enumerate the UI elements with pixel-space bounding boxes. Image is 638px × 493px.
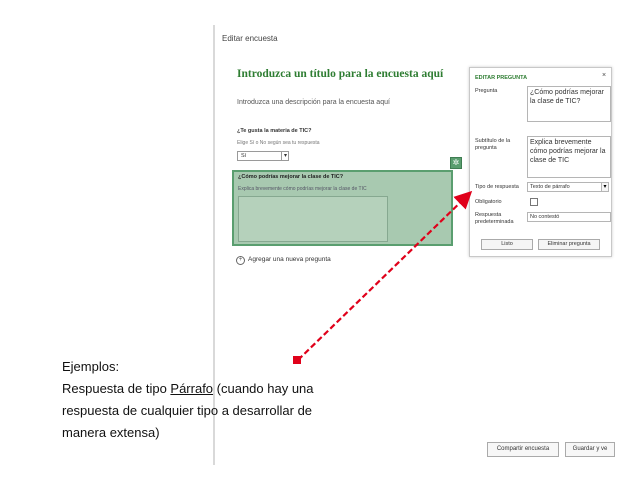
question2-text: ¿Cómo podrías mejorar la clase de TIC? (238, 174, 344, 180)
survey-title-field[interactable]: Introduzca un título para la encuesta aquí (237, 68, 444, 80)
delete-question-button[interactable]: Eliminar pregunta (538, 239, 600, 250)
subtitle-input[interactable]: Explica brevemente cómo podrías mejorar la clase de TIC (527, 136, 611, 178)
question1-text: ¿Te gusta la materia de TIC? (237, 128, 312, 134)
chevron-down-icon[interactable]: ▾ (601, 182, 609, 192)
caption (62, 356, 314, 444)
caption-line4: manera extensa) (62, 425, 160, 440)
question-input[interactable]: ¿Cómo podrías mejorar la clase de TIC? (527, 86, 611, 122)
caption-line2 (62, 378, 314, 400)
caption-line2-prefix: Respuesta de tipo (62, 381, 171, 396)
caption-line3: respuesta de cualquier tipo a desarrollar de (62, 403, 313, 418)
plus-circle-icon: + (236, 256, 245, 265)
caption-underlined-word: Párrafo (170, 381, 214, 396)
survey-description-field[interactable]: Introduzca una descripción para la encuesta aquí (237, 99, 390, 106)
gear-icon[interactable]: ✲ (450, 157, 462, 169)
subtitle-label: Subtítulo de la pregunta (475, 138, 511, 151)
add-question-label: Agregar una nueva pregunta (248, 256, 331, 263)
question1-select-value: Sí (241, 153, 247, 159)
required-label: Obligatorio (475, 199, 502, 205)
save-button[interactable]: Guardar y ve (565, 442, 615, 457)
chevron-down-icon[interactable]: ▾ (281, 151, 289, 161)
default-answer-input[interactable]: No contestó (527, 212, 611, 222)
question1-hint: Elige Sí o No según sea tu respuesta (237, 140, 320, 146)
caption-line2-suffix: (cuando hay una (213, 381, 314, 396)
caption-line1: Ejemplos: (62, 359, 120, 374)
answer-type-select[interactable]: Texto de párrafo (527, 182, 609, 192)
question2-hint: Explica brevemente cómo podrías mejorar la clase de TIC (238, 186, 367, 192)
edit-panel-title: EDITAR PREGUNTA (475, 75, 528, 81)
done-button[interactable]: Listo (481, 239, 533, 250)
close-icon[interactable]: × (602, 72, 607, 79)
question-label: Pregunta (475, 88, 498, 94)
default-answer-label: Respuesta predeterminada (475, 212, 514, 225)
answer-type-label: Tipo de respuesta (475, 184, 519, 190)
share-survey-button[interactable]: Compartir encuesta (487, 442, 559, 457)
window-title: Editar encuesta (222, 34, 278, 43)
